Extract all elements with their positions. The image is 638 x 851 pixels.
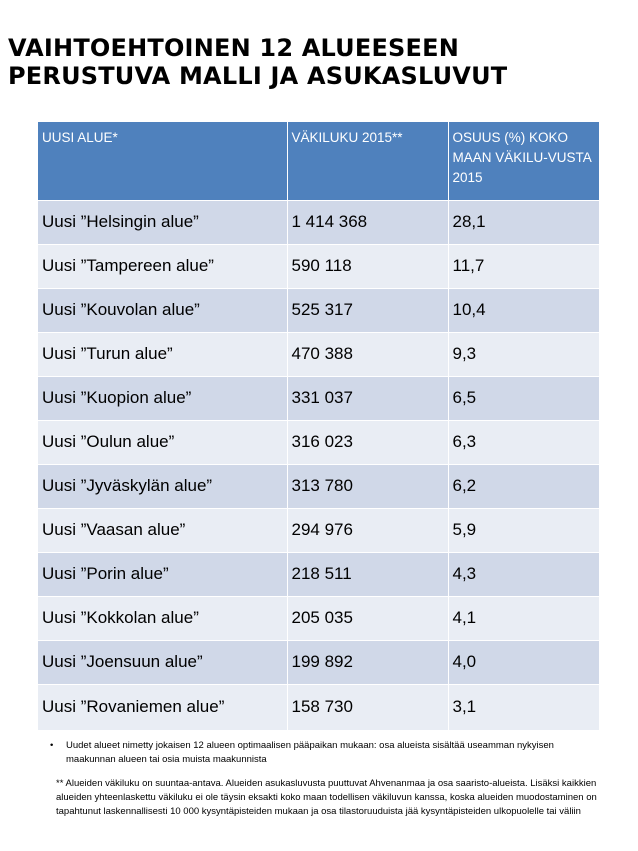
- cell-region: Uusi ”Tampereen alue”: [38, 244, 287, 288]
- cell-region: Uusi ”Helsingin alue”: [38, 200, 287, 244]
- cell-population: 158 730: [287, 684, 448, 730]
- cell-share: 6,2: [448, 464, 599, 508]
- cell-population: 313 780: [287, 464, 448, 508]
- cell-region: Uusi ”Jyväskylän alue”: [38, 464, 287, 508]
- cell-population: 316 023: [287, 420, 448, 464]
- cell-share: 10,4: [448, 288, 599, 332]
- cell-population: 1 414 368: [287, 200, 448, 244]
- population-table: [38, 122, 599, 730]
- cell-population: 294 976: [287, 508, 448, 552]
- cell-share: 4,0: [448, 640, 599, 684]
- cell-region: Uusi ”Kokkolan alue”: [38, 596, 287, 640]
- cell-population: 205 035: [287, 596, 448, 640]
- column-header-region: UUSI ALUE*: [38, 122, 287, 200]
- cell-share: 6,5: [448, 376, 599, 420]
- cell-region: Uusi ”Rovaniemen alue”: [38, 684, 287, 730]
- table-row: [38, 376, 599, 420]
- table-row: [38, 420, 599, 464]
- bullet-note: [50, 739, 598, 767]
- table-row: [38, 684, 599, 730]
- cell-share: 28,1: [448, 200, 599, 244]
- cell-share: 9,3: [448, 332, 599, 376]
- cell-population: 470 388: [287, 332, 448, 376]
- table-body: [38, 200, 599, 730]
- notes: [50, 739, 598, 819]
- cell-share: 11,7: [448, 244, 599, 288]
- table-row: [38, 288, 599, 332]
- cell-population: 331 037: [287, 376, 448, 420]
- page-title: [8, 34, 628, 90]
- cell-region: Uusi ”Vaasan alue”: [38, 508, 287, 552]
- table-header-row: [38, 122, 599, 200]
- footnote: ** Alueiden väkiluku on suuntaa-antava. Alueiden asukasluvusta puuttuvat Ahvenanmaa ja osa saaristo-alueista. Lisäksi kaikkien alueiden yhteenlaskettu väkiluku ei ole täysin eksakti koko maan todellisen väkiluvun kanssa, koska alueiden muodostaminen on tapahtunut laskennallisesti 10 000 kysyntäpisteiden mukaan ja osa tilastoruuduista jää kysyntäpisteiden ulkopuolelle tai väliin: [56, 778, 597, 817]
- cell-population: 218 511: [287, 552, 448, 596]
- cell-region: Uusi ”Oulun alue”: [38, 420, 287, 464]
- table-row: [38, 640, 599, 684]
- column-header-population: VÄKILUKU 2015**: [287, 122, 448, 200]
- cell-share: 6,3: [448, 420, 599, 464]
- table-row: [38, 552, 599, 596]
- title-line-2: PERUSTUVA MALLI JA ASUKASLUVUT: [8, 62, 508, 90]
- table-row: [38, 200, 599, 244]
- cell-share: 5,9: [448, 508, 599, 552]
- cell-population: 590 118: [287, 244, 448, 288]
- cell-share: 3,1: [448, 684, 599, 730]
- cell-population: 199 892: [287, 640, 448, 684]
- table-row: [38, 244, 599, 288]
- table-row: [38, 332, 599, 376]
- bullet-note-text: Uudet alueet nimetty jokaisen 12 alueen optimaalisen pääpaikan mukaan: osa alueista sisältää useamman nykyisen maakunnan alueen tai osia muista maakunnista: [66, 740, 554, 765]
- cell-region: Uusi ”Kouvolan alue”: [38, 288, 287, 332]
- cell-share: 4,3: [448, 552, 599, 596]
- cell-region: Uusi ”Turun alue”: [38, 332, 287, 376]
- cell-share: 4,1: [448, 596, 599, 640]
- table-row: [38, 508, 599, 552]
- cell-region: Uusi ”Joensuun alue”: [38, 640, 287, 684]
- table-row: [38, 464, 599, 508]
- cell-region: Uusi ”Porin alue”: [38, 552, 287, 596]
- title-line-1: VAIHTOEHTOINEN 12 ALUEESEEN: [8, 34, 460, 62]
- column-header-share: OSUUS (%) KOKO MAAN VÄKILU-VUSTA 2015: [448, 122, 599, 200]
- cell-population: 525 317: [287, 288, 448, 332]
- cell-region: Uusi ”Kuopion alue”: [38, 376, 287, 420]
- table-row: [38, 596, 599, 640]
- bullet-symbol: •: [50, 740, 54, 751]
